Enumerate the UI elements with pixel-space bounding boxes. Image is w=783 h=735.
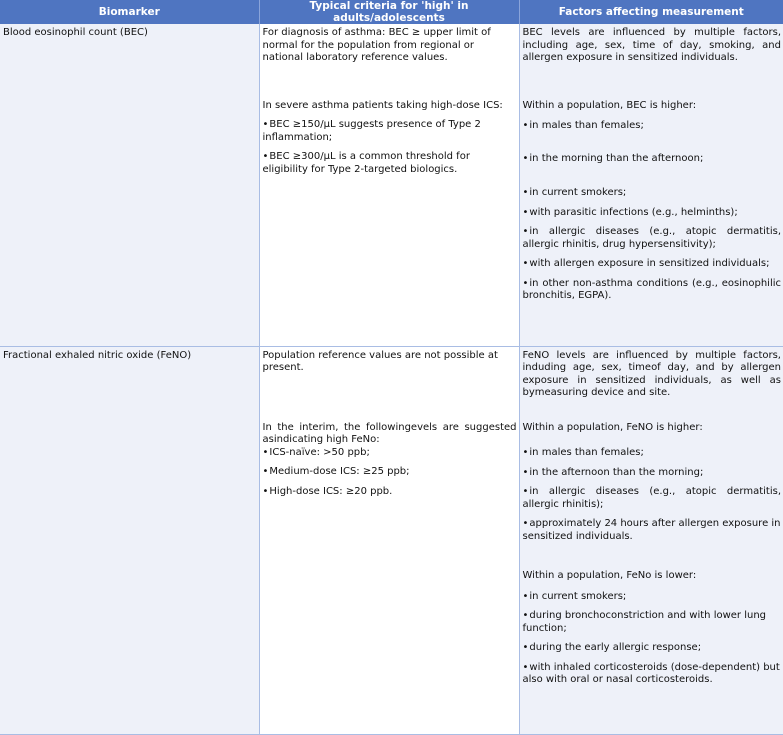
header-factors: Factors affecting measurement <box>519 0 783 24</box>
header-biomarker: Biomarker <box>0 0 259 24</box>
list-item: • in males than females; <box>523 120 782 133</box>
feno-criteria-cell <box>259 346 519 734</box>
list-item: • in males than females; <box>523 447 782 460</box>
biomarker-name: Blood eosinophil count (BEC) <box>3 27 148 38</box>
list-item: • in allergic diseases (e.g., atopic dermatitis, allergic rhinitis); <box>523 486 782 511</box>
list-item: • BEC ≥150/μL suggests presence of Type 2 inflammation; <box>263 119 517 144</box>
list-item: • in current smokers; <box>523 187 782 200</box>
bec-diagnosis-text: For diagnosis of asthma: BEC ≥ upper limit of normal for the population from regional or national laboratory reference values. <box>262 27 491 63</box>
feno-higher-intro: Within a population, FeNO is higher: <box>522 421 703 433</box>
bec-higher-intro: Within a population, BEC is higher: <box>522 99 697 111</box>
list-item: • in current smokers; <box>523 591 782 604</box>
list-item: • in the morning than the afternoon; <box>523 153 782 166</box>
bec-factors-cell <box>519 24 783 346</box>
list-item: • with parasitic infections (e.g., helminths); <box>523 207 782 220</box>
feno-name-cell <box>0 346 259 734</box>
list-item: • in the afternoon than the morning; <box>523 467 782 480</box>
list-item: • during the early allergic response; <box>523 642 782 655</box>
list-item: • in allergic diseases (e.g., atopic dermatitis, allergic rhinitis, drug hypersensitivity); <box>523 226 782 251</box>
list-item: • BEC ≥300/μL is a common threshold for eligibility for Type 2-targeted biologics. <box>263 151 517 176</box>
bec-criteria-cell <box>259 24 519 346</box>
feno-criteria-intro: Population reference values are not possible at present. <box>262 349 498 373</box>
list-item: • Medium-dose ICS: ≥25 ppb; <box>263 466 517 479</box>
list-item: • approximately 24 hours after allergen exposure in sensitized individuals. <box>523 518 782 543</box>
bec-severe-intro: In severe asthma patients taking high-dose ICS: <box>262 99 503 111</box>
table-row-feno <box>0 346 783 734</box>
feno-lower-intro: Within a population, FeNo is lower: <box>522 570 697 581</box>
table-row-bec <box>0 24 783 346</box>
feno-factors-intro: FeNO levels are influenced by multiple factors, induding age, sex, timeof day, and by allergen exposure in sensitized individuals, as well as bymeasuring device and site. <box>522 349 781 398</box>
header-criteria: Typical criteria for 'high' in adults/adolescents <box>259 0 519 24</box>
list-item: • with allergen exposure in sensitized individuals; <box>523 258 782 271</box>
list-item: • ICS-naïve: >50 ppb; <box>263 447 517 460</box>
list-item: • during bronchoconstriction and with lower lung function; <box>523 610 782 635</box>
feno-interim-text: In the interim, the followingevels are suggested asindicating high FeNo: <box>262 421 517 445</box>
list-item: • High-dose ICS: ≥20 ppb. <box>263 486 517 499</box>
list-item: • in other non-asthma conditions (e.g., eosinophilic bronchitis, EGPA). <box>523 278 782 303</box>
header-row <box>0 0 783 24</box>
bec-factors-intro: BEC levels are influenced by multiple factors, including age, sex, time of day, smoking, and allergen exposure in sensitized individuals. <box>522 27 781 63</box>
list-item: • with inhaled corticosteroids (dose-dependent) but also with oral or nasal corticosteroids. <box>523 662 782 687</box>
feno-factors-cell <box>519 346 783 734</box>
bec-name-cell <box>0 24 259 346</box>
biomarker-name: Fractional exhaled nitric oxide (FeNO) <box>3 349 192 361</box>
